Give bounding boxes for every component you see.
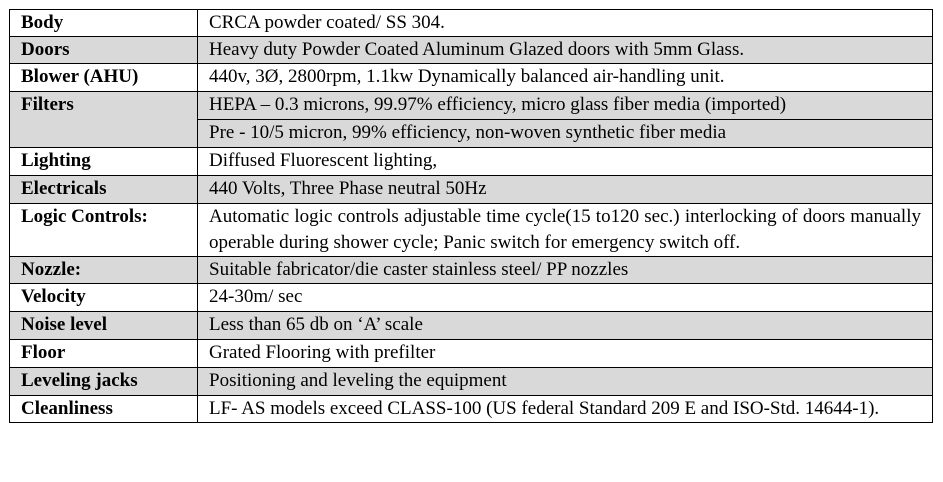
row-value: 24-30m/ sec bbox=[198, 284, 933, 312]
row-value: LF- AS models exceed CLASS-100 (US federal Standard 209 E and ISO-Std. 14644-1). bbox=[198, 396, 933, 423]
table-row-blower bbox=[10, 64, 933, 92]
row-label: Leveling jacks bbox=[10, 368, 198, 396]
table-row-body bbox=[10, 10, 933, 37]
row-value: Less than 65 db on ‘A’ scale bbox=[198, 312, 933, 340]
row-label: Nozzle: bbox=[10, 257, 198, 284]
row-label: Noise level bbox=[10, 312, 198, 340]
table-row-floor bbox=[10, 340, 933, 368]
table-row-doors bbox=[10, 37, 933, 64]
row-value: Heavy duty Powder Coated Aluminum Glazed doors with 5mm Glass. bbox=[198, 37, 933, 64]
row-value: Positioning and leveling the equipment bbox=[198, 368, 933, 396]
row-label: Logic Controls: bbox=[10, 204, 198, 257]
row-label: Filters bbox=[10, 92, 198, 148]
row-value: 440v, 3Ø, 2800rpm, 1.1kw Dynamically balanced air-handling unit. bbox=[198, 64, 933, 92]
row-value: Suitable fabricator/die caster stainless steel/ PP nozzles bbox=[198, 257, 933, 284]
row-label: Floor bbox=[10, 340, 198, 368]
table-row-cleanliness bbox=[10, 396, 933, 423]
row-value: CRCA powder coated/ SS 304. bbox=[198, 10, 933, 37]
table-row-logic-controls bbox=[10, 204, 933, 257]
row-label: Doors bbox=[10, 37, 198, 64]
row-label: Electricals bbox=[10, 176, 198, 204]
table-row-lighting bbox=[10, 148, 933, 176]
row-value: Diffused Fluorescent lighting, bbox=[198, 148, 933, 176]
row-label: Blower (AHU) bbox=[10, 64, 198, 92]
row-value: Pre - 10/5 micron, 99% efficiency, non-woven synthetic fiber media bbox=[198, 120, 933, 148]
row-label: Cleanliness bbox=[10, 396, 198, 423]
row-label: Body bbox=[10, 10, 198, 37]
row-label: Lighting bbox=[10, 148, 198, 176]
table-row-nozzle bbox=[10, 257, 933, 284]
row-label: Velocity bbox=[10, 284, 198, 312]
row-value: Grated Flooring with prefilter bbox=[198, 340, 933, 368]
row-value: HEPA – 0.3 microns, 99.97% efficiency, micro glass fiber media (imported) bbox=[198, 92, 933, 120]
table-row-velocity bbox=[10, 284, 933, 312]
table-row-leveling-jacks bbox=[10, 368, 933, 396]
table-row-filters-hepa bbox=[10, 92, 933, 120]
table-row-electricals bbox=[10, 176, 933, 204]
row-value: Automatic logic controls adjustable time cycle(15 to120 sec.) interlocking of doors manually operable during shower cycle; Panic switch for emergency switch off. bbox=[198, 204, 933, 257]
row-value: 440 Volts, Three Phase neutral 50Hz bbox=[198, 176, 933, 204]
specification-table bbox=[9, 9, 933, 423]
table-row-noise-level bbox=[10, 312, 933, 340]
